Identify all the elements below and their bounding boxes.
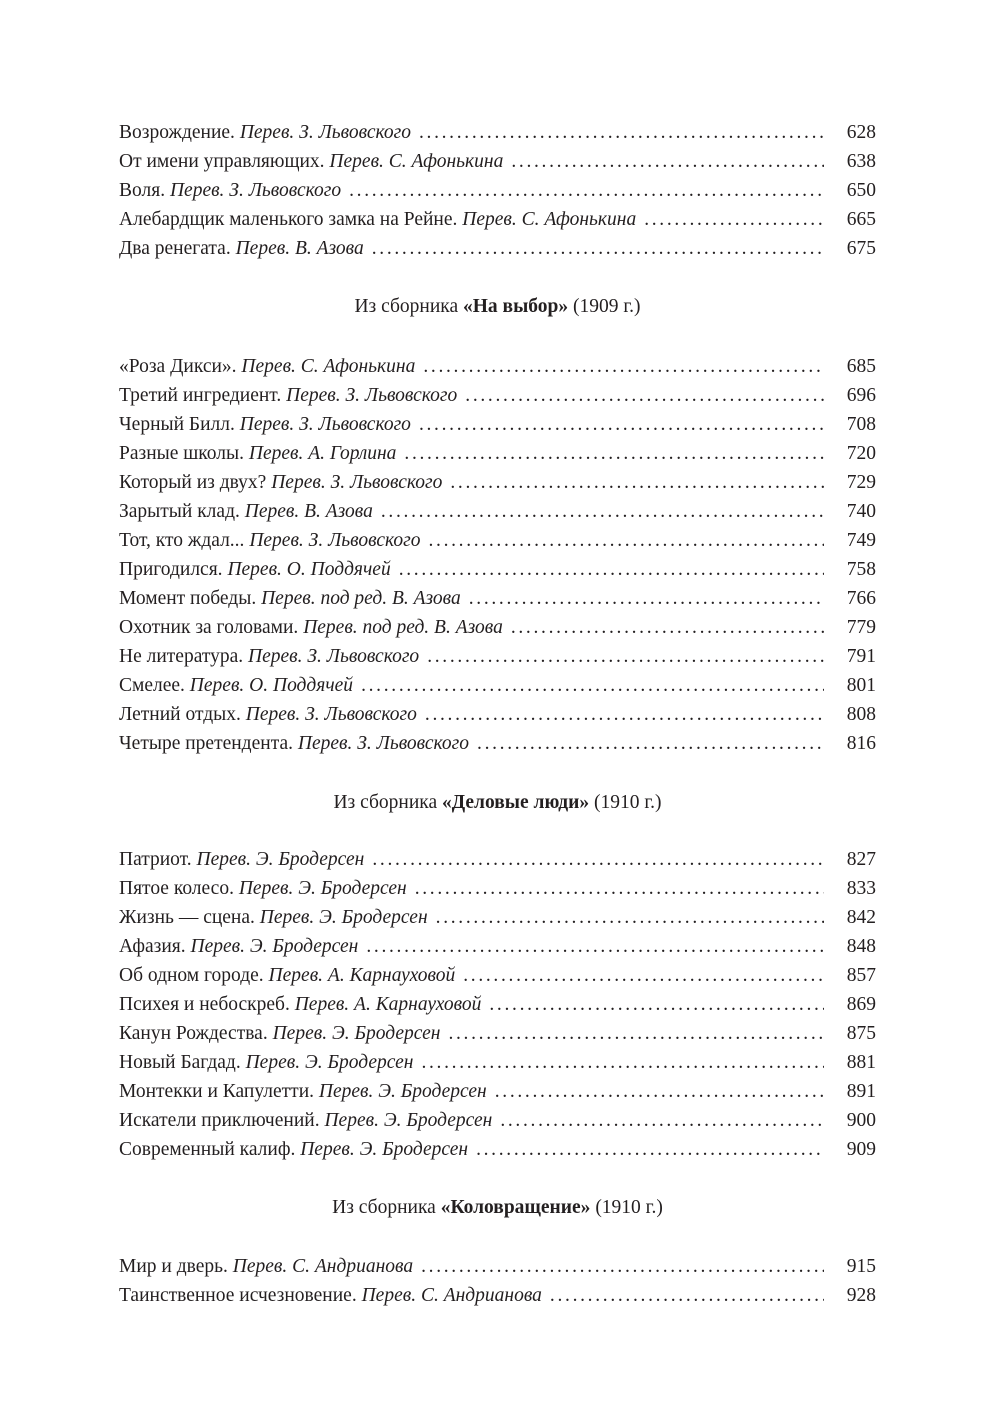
toc-entry [119,642,876,671]
entry-title: Который из двух? [119,472,267,493]
dot-leader [511,147,824,176]
toc-entry [119,205,876,234]
entry-translator: Перев. Э. Бродерсен [196,849,365,870]
toc-entry [119,555,876,584]
dot-leader [476,1135,824,1164]
entry-page-number: 881 [846,1052,876,1073]
entry-title: Возрождение. [119,122,235,143]
entry-translator: Перев. Э. Бродерсен [259,907,428,928]
entry-page-number: 909 [846,1139,876,1160]
dot-leader [425,700,824,729]
entry-translator: Перев. З. Львовского [271,472,443,493]
dot-leader [500,1106,824,1135]
toc-entry [119,1077,876,1106]
entry-title: Психея и небоскреб. [119,994,290,1015]
dot-leader [428,526,824,555]
dot-leader [427,642,824,671]
dot-leader [436,903,824,932]
toc-group-continuation [119,118,876,263]
entry-page-number: 827 [846,849,876,870]
toc-group-kolovrashchenie [119,1252,876,1310]
entry-page-number: 758 [846,559,876,580]
toc-entry [119,1252,876,1281]
heading-year: (1910 г.) [594,792,662,813]
heading-prefix: Из сборника [333,792,438,813]
toc-entry [119,410,876,439]
dot-leader [448,1019,824,1048]
entry-translator: Перев. А. Горлина [248,443,397,464]
toc-entry [119,729,876,758]
toc-entry [119,845,876,874]
entry-page-number: 628 [846,122,876,143]
entry-page-number: 779 [846,617,876,638]
dot-leader [372,234,824,263]
entry-page-number: 696 [846,385,876,406]
toc-entry [119,1019,876,1048]
entry-title: Летний отдых. [119,704,241,725]
dot-leader [415,874,824,903]
entry-title: «Роза Дикси». [119,356,237,377]
dot-leader [465,381,824,410]
dot-leader [421,1252,824,1281]
entry-title: Таинственное исчезновение. [119,1285,357,1306]
heading-prefix: Из сборника [354,296,459,317]
entry-title: Не литература. [119,646,244,667]
section-heading-delovye-lyudi [119,788,876,817]
entry-title: Монтекки и Капулетти. [119,1081,314,1102]
toc-group-na-vybor [119,352,876,758]
toc-entry [119,176,876,205]
entry-translator: Перев. под ред. В. Азова [261,588,461,609]
heading-prefix: Из сборника [332,1197,436,1218]
heading-collection: «На выбор» [463,296,569,317]
toc-entry [119,118,876,147]
toc-entry [119,234,876,263]
dot-leader [419,118,824,147]
entry-page-number: 848 [846,936,876,957]
toc-entry [119,497,876,526]
dot-leader [421,1048,824,1077]
entry-translator: Перев. Э. Бродерсен [318,1081,487,1102]
entry-page-number: 650 [846,180,876,201]
dot-leader [419,410,824,439]
entry-title: Канун Рождества. [119,1023,268,1044]
dot-leader [361,671,824,700]
entry-title: Зарытый клад. [119,501,240,522]
toc-entry [119,874,876,903]
entry-translator: Перев. З. Львовского [239,122,411,143]
entry-title: Пятое колесо. [119,878,234,899]
dot-leader [550,1281,824,1310]
toc-entry [119,468,876,497]
entry-page-number: 708 [846,414,876,435]
entry-translator: Перев. В. Азова [244,501,373,522]
section-heading-na-vybor [119,292,876,321]
entry-translator: Перев. Э. Бродерсен [324,1110,493,1131]
dot-leader [469,584,824,613]
entry-title: Искатели приключений. [119,1110,320,1131]
entry-page-number: 833 [846,878,876,899]
section-heading-kolovrashchenie [119,1193,876,1222]
heading-collection: «Деловые люди» [442,792,590,813]
entry-translator: Перев. С. Афонькина [329,151,504,172]
entry-translator: Перев. А. Карнауховой [294,994,482,1015]
entry-page-number: 808 [846,704,876,725]
entry-title: Два ренегата. [119,238,231,259]
entry-page-number: 915 [846,1256,876,1277]
dot-leader [489,990,824,1019]
entry-translator: Перев. О. Поддячей [189,675,354,696]
toc-entry [119,932,876,961]
dot-leader [372,845,824,874]
entry-page-number: 928 [846,1285,876,1306]
entry-page-number: 729 [846,472,876,493]
entry-translator: Перев. З. Львовского [169,180,342,201]
entry-translator: Перев. С. Андрианова [232,1256,414,1277]
toc-entry [119,1135,876,1164]
toc-entry [119,584,876,613]
entry-translator: Перев. С. Афонькина [241,356,416,377]
toc-entry [119,381,876,410]
dot-leader [644,205,824,234]
toc-entry [119,671,876,700]
entry-title: От имени управляющих. [119,151,325,172]
dot-leader [404,439,824,468]
entry-translator: Перев. С. Андрианова [361,1285,542,1306]
entry-translator: Перев. З. Львовского [249,530,421,551]
toc-entry [119,961,876,990]
heading-collection: «Коловращение» [440,1197,591,1218]
entry-title: Новый Багдад. [119,1052,241,1073]
dot-leader [477,729,824,758]
entry-title: Момент победы. [119,588,257,609]
entry-page-number: 801 [846,675,876,696]
entry-title: Смелее. [119,675,185,696]
entry-translator: Перев. Э. Бродерсен [190,936,359,957]
dot-leader [495,1077,824,1106]
dot-leader [463,961,824,990]
dot-leader [349,176,824,205]
dot-leader [423,352,824,381]
entry-translator: Перев. Э. Бродерсен [245,1052,414,1073]
toc-entry [119,439,876,468]
entry-title: Афазия. [119,936,186,957]
toc-entry [119,903,876,932]
toc-entry [119,613,876,642]
entry-title: Четыре претендента. [119,733,293,754]
entry-page-number: 665 [846,209,876,230]
entry-page-number: 869 [846,994,876,1015]
entry-page-number: 766 [846,588,876,609]
entry-title: Воля. [119,180,166,201]
heading-year: (1909 г.) [573,296,641,317]
entry-title: Пригодился. [119,559,223,580]
entry-title: Современный калиф. [119,1139,296,1160]
entry-page-number: 791 [846,646,876,667]
heading-year: (1910 г.) [595,1197,663,1218]
toc-group-delovye-lyudi [119,845,876,1164]
entry-title: Разные школы. [119,443,244,464]
entry-title: Алебардщик маленького замка на Рейне. [119,209,458,230]
entry-title: Жизнь — сцена. [119,907,255,928]
entry-translator: Перев. В. Азова [235,238,364,259]
toc-entry [119,1048,876,1077]
entry-title: Охотник за головами. [119,617,299,638]
dot-leader [381,497,824,526]
toc-entry [119,700,876,729]
entry-translator: Перев. З. Львовского [239,414,411,435]
entry-translator: Перев. под ред. В. Азова [303,617,503,638]
dot-leader [450,468,824,497]
entry-page-number: 842 [846,907,876,928]
entry-page-number: 685 [846,356,876,377]
entry-title: Об одном городе. [119,965,264,986]
toc-entry [119,1281,876,1310]
toc-entry [119,147,876,176]
entry-page-number: 720 [846,443,876,464]
toc-entry [119,526,876,555]
entry-title: Третий ингредиент. [119,385,282,406]
entry-page-number: 740 [846,501,876,522]
toc-entry [119,1106,876,1135]
entry-translator: Перев. О. Поддячей [227,559,391,580]
entry-title: Мир и дверь. [119,1256,228,1277]
entry-page-number: 875 [846,1023,876,1044]
entry-page-number: 749 [846,530,876,551]
entry-page-number: 675 [846,238,876,259]
entry-page-number: 891 [846,1081,876,1102]
entry-translator: Перев. З. Львовского [297,733,470,754]
dot-leader [366,932,824,961]
dot-leader [399,555,824,584]
entry-title: Тот, кто ждал... [119,530,245,551]
entry-page-number: 638 [846,151,876,172]
entry-translator: Перев. З. Львовского [245,704,417,725]
entry-page-number: 857 [846,965,876,986]
entry-translator: Перев. Э. Бродерсен [272,1023,441,1044]
entry-page-number: 900 [846,1110,876,1131]
entry-page-number: 816 [846,733,876,754]
entry-translator: Перев. З. Львовского [286,385,458,406]
entry-translator: Перев. Э. Бродерсен [238,878,407,899]
toc-entry [119,352,876,381]
entry-title: Черный Билл. [119,414,235,435]
entry-translator: Перев. З. Львовского [248,646,420,667]
toc-entry [119,990,876,1019]
dot-leader [511,613,824,642]
entry-translator: Перев. С. Афонькина [462,209,637,230]
entry-translator: Перев. А. Карнауховой [268,965,456,986]
entry-title: Патриот. [119,849,192,870]
entry-translator: Перев. Э. Бродерсен [300,1139,469,1160]
